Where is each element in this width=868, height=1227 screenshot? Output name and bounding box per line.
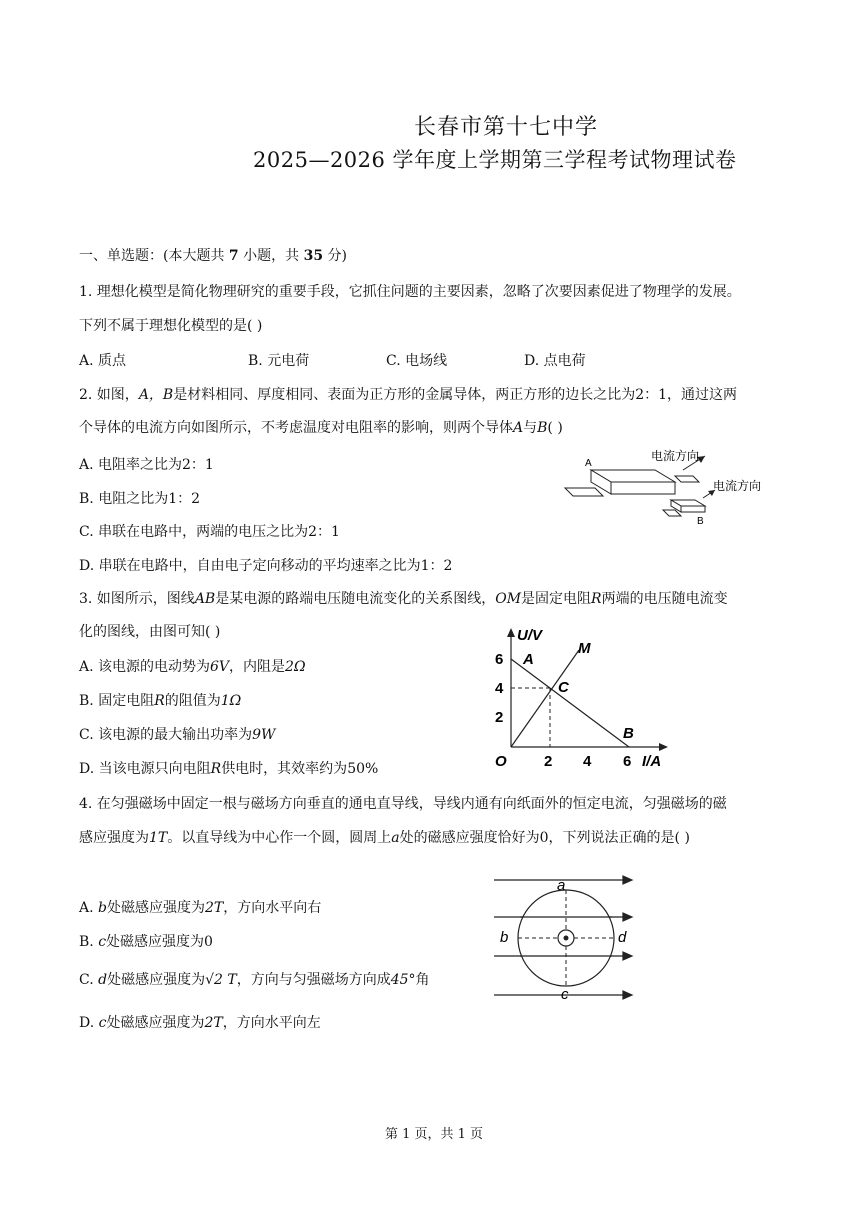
conductor-a-lead-right <box>675 476 699 482</box>
q3-ui-graph <box>484 620 684 775</box>
line-om <box>511 650 579 747</box>
point-a-label: A <box>523 651 534 668</box>
q3-option-d[interactable]: D. 当该电源只向电阻R供电时，其效率约为50% <box>79 761 379 777</box>
q2-option-d[interactable]: D. 串联在电路中，自由电子定向移动的平均速率之比为1：2 <box>79 558 453 574</box>
y-axis-label: U/V <box>517 627 543 644</box>
q3-option-b[interactable]: B. 固定电阻R的阻值为1Ω <box>79 693 242 709</box>
point-b-label: B <box>623 725 634 742</box>
x-axis-arrow <box>659 743 668 751</box>
q4-stem-line1: 4. 在匀强磁场中固定一根与磁场方向垂直的通电直导线，导线内通有向纸面外的恒定电流，匀强磁场的磁 <box>79 796 727 812</box>
current-direction-label-2: 电流方向 <box>713 479 762 493</box>
conductor-b-label: B <box>697 516 704 527</box>
y-tick-2: 2 <box>495 709 504 726</box>
q1-option-a[interactable]: A. 质点 <box>79 353 127 369</box>
q4-option-a[interactable]: A. b处磁感应强度为2T，方向水平向右 <box>79 900 322 916</box>
current-direction-label-1: 电流方向 <box>651 449 700 463</box>
conductor-a-lead-left <box>565 488 603 496</box>
field-arrow-4 <box>623 991 632 999</box>
point-m-label: M <box>578 640 591 657</box>
q4-option-c[interactable]: C. d处磁感应强度为√2 T，方向与匀强磁场方向成45°角 <box>79 972 430 988</box>
field-arrow-2 <box>623 913 632 921</box>
point-a-label: a <box>557 877 566 894</box>
point-b-label: b <box>500 929 509 946</box>
q1-option-c[interactable]: C. 电场线 <box>386 353 448 369</box>
q3-stem-line2: 化的图线，由图可知( ) <box>79 624 221 640</box>
q1-option-d[interactable]: D. 点电荷 <box>524 353 586 369</box>
q2-stem-line2: 个导体的电流方向如图所示，不考虑温度对电阻率的影响，则两个导体A与B( ) <box>79 420 563 436</box>
q2-option-c[interactable]: C. 串联在电路中，两端的电压之比为2：1 <box>79 524 340 540</box>
exam-title: 2025—2026 学年度上学期第三学程考试物理试卷 <box>253 148 737 172</box>
field-arrow-3 <box>623 952 632 960</box>
section-heading: 一、单选题：(本大题共 7 小题，共 35 分) <box>79 248 347 264</box>
q4-stem-line2: 感应强度为1T。以直导线为中心作一个圆，圆周上a处的磁感应强度恰好为0，下列说法正确的是( ) <box>79 830 690 846</box>
current-out-dot <box>564 936 569 941</box>
q2-option-b[interactable]: B. 电阻之比为1：2 <box>79 491 201 507</box>
exam-school-title: 长春市第十七中学 <box>414 115 599 140</box>
q2-stem-line1: 2. 如图，A，B是材料相同、厚度相同、表面为正方形的金属导体，两正方形的边长之比为2：1，通过这两 <box>79 387 738 403</box>
y-tick-6: 6 <box>495 651 504 668</box>
point-c-label: C <box>558 679 569 696</box>
conductor-a-front <box>611 482 675 494</box>
q3-option-a[interactable]: A. 该电源的电动势为6V，内阻是2Ω <box>79 659 306 675</box>
q3-option-c[interactable]: C. 该电源的最大输出功率为9W <box>79 727 276 743</box>
x-tick-4: 4 <box>583 753 592 770</box>
q4-option-d[interactable]: D. c处磁感应强度为2T，方向水平向左 <box>79 1015 321 1031</box>
line-ab <box>511 659 629 747</box>
q1-option-b[interactable]: B. 元电荷 <box>248 353 310 369</box>
point-d-label: d <box>618 929 627 946</box>
x-tick-6: 6 <box>623 753 632 770</box>
y-tick-4: 4 <box>495 680 504 697</box>
page-footer: 第 1 页，共 1 页 <box>384 1127 484 1142</box>
q4-option-b[interactable]: B. c处磁感应强度为0 <box>79 934 213 950</box>
x-tick-2: 2 <box>544 753 553 770</box>
q1-stem-line1: 1. 理想化模型是简化物理研究的重要手段，它抓住问题的主要因素，忽略了次要因素促进了物理学的发展。 <box>79 284 741 300</box>
x-axis-label: I/A <box>642 753 662 770</box>
conductor-b-front <box>681 506 705 512</box>
q2-option-a[interactable]: A. 电阻率之比为2：1 <box>79 457 214 473</box>
point-c-label: c <box>561 986 569 1003</box>
q3-stem-line1: 3. 如图所示，图线AB是某电源的路端电压随电流变化的关系图线，OM是固定电阻R两端的电压随电流变 <box>79 591 728 607</box>
origin-label: O <box>495 753 507 770</box>
conductor-a-label: A <box>585 458 592 469</box>
q2-conductor-figure <box>555 440 785 530</box>
q4-magnetic-field-figure <box>490 870 640 1005</box>
y-axis-arrow <box>507 628 515 637</box>
q1-stem-line2: 下列不属于理想化模型的是( ) <box>79 318 263 334</box>
field-arrow-1 <box>623 876 632 884</box>
